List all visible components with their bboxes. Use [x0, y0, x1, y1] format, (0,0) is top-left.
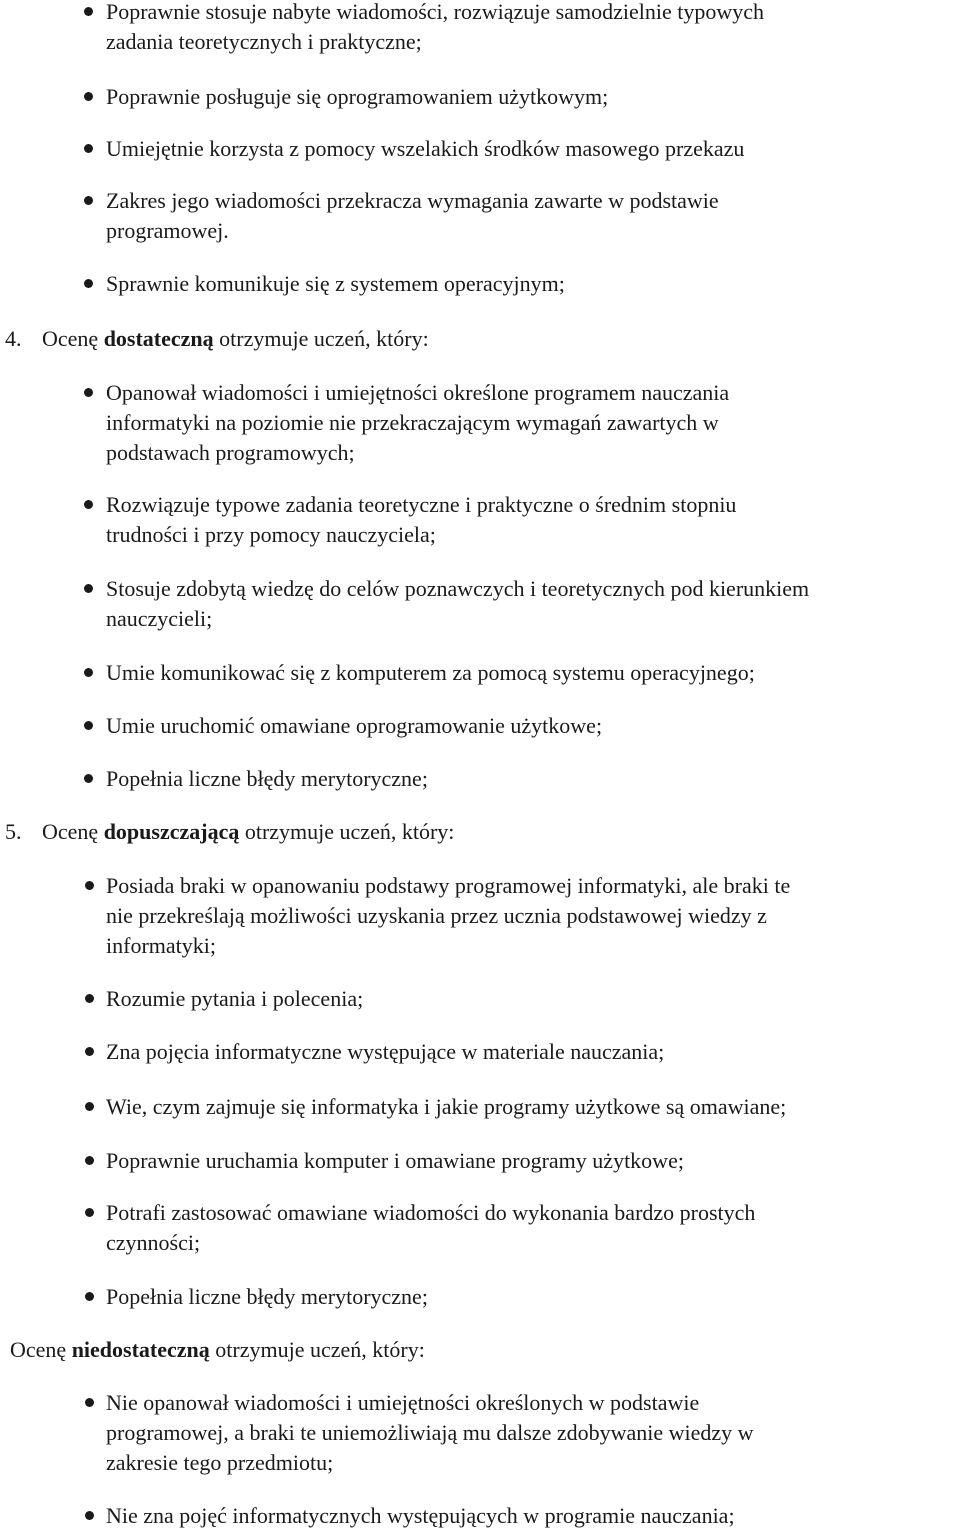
heading-prefix: Ocenę — [42, 326, 104, 351]
bullet-icon — [84, 721, 93, 730]
bullet-icon — [84, 500, 93, 509]
text-line: Zakres jego wiadomości przekracza wymagania zawarte w podstawie — [106, 188, 719, 213]
text-line: Stosuje zdobytą wiedzę do celów poznawczych i teoretycznych pod kierunkiem — [106, 576, 810, 601]
bullet-icon — [84, 7, 93, 16]
list-item-text — [106, 574, 809, 634]
text-line: nauczycieli; — [106, 606, 213, 631]
text-line: programowej, a braki te uniemożliwiają mu dalsze zdobywanie wiedzy w — [106, 1420, 754, 1445]
list-item-text — [106, 1388, 754, 1478]
text-line: czynności; — [106, 1230, 201, 1255]
text-line: Zna pojęcia informatyczne występujące w materiale nauczania; — [106, 1039, 665, 1064]
bullet-icon — [85, 881, 94, 890]
bullet-icon — [84, 92, 93, 101]
grade-name: niedostateczną — [71, 1337, 210, 1362]
text-line: informatyki na poziomie nie przekraczającym wymagań zawartych w — [106, 410, 719, 435]
list-item-text — [106, 871, 790, 961]
list-item-text — [106, 490, 736, 550]
bullet-icon — [85, 1047, 94, 1056]
list-item-text — [106, 269, 565, 299]
text-line: trudności i przy pomocy nauczyciela; — [106, 522, 436, 547]
section-number: 5. — [5, 819, 22, 844]
grade-name: dostateczną — [103, 326, 214, 351]
list-item-text — [106, 1501, 735, 1531]
bullet-icon — [84, 279, 93, 288]
text-line: zadania teoretycznych i praktyczne; — [106, 29, 422, 54]
bullet-icon — [85, 1398, 94, 1407]
text-line: Poprawnie uruchamia komputer i omawiane programy użytkowe; — [106, 1148, 684, 1173]
text-line: zakresie tego przedmiotu; — [106, 1450, 334, 1475]
bullet-icon — [85, 1511, 94, 1520]
bullet-icon — [85, 994, 94, 1003]
list-item-text — [106, 1092, 786, 1122]
list-item-text — [106, 1146, 684, 1176]
list-item-text — [106, 711, 602, 741]
bullet-icon — [85, 1208, 94, 1217]
text-line: Rozwiązuje typowe zadania teoretyczne i praktyczne o średnim stopniu — [106, 492, 737, 517]
grade-name: dopuszczającą — [103, 819, 240, 844]
bullet-icon — [85, 1292, 94, 1301]
text-line: Umiejętnie korzysta z pomocy wszelakich środków masowego przekazu — [106, 136, 745, 161]
bullet-icon — [84, 196, 93, 205]
heading-prefix: Ocenę — [10, 1337, 72, 1362]
text-line: Umie komunikować się z komputerem za pomocą systemu operacyjnego; — [106, 660, 755, 685]
section-heading — [10, 1335, 425, 1365]
list-item-text — [106, 378, 729, 468]
text-line: Opanował wiadomości i umiejętności określone programem nauczania — [106, 380, 730, 405]
heading-prefix: Ocenę — [42, 819, 104, 844]
text-line: podstawach programowych; — [106, 440, 355, 465]
text-line: Posiada braki w opanowaniu podstawy programowej informatyki, ale braki te — [106, 873, 791, 898]
text-line: Poprawnie posługuje się oprogramowaniem użytkowym; — [106, 84, 609, 109]
text-line: Nie opanował wiadomości i umiejętności określonych w podstawie — [106, 1390, 700, 1415]
text-line: informatyki; — [106, 933, 216, 958]
text-line: Nie zna pojęć informatycznych występujących w programie nauczania; — [106, 1503, 735, 1528]
list-item-text — [106, 186, 719, 246]
list-item-text — [106, 0, 764, 57]
text-line: programowej. — [106, 218, 229, 243]
section-heading — [5, 817, 454, 847]
bullet-icon — [85, 1156, 94, 1165]
bullet-icon — [84, 388, 93, 397]
bullet-icon — [85, 1102, 94, 1111]
section-heading — [5, 324, 429, 354]
heading-suffix: otrzymuje uczeń, który: — [239, 819, 455, 844]
text-line: Potrafi zastosować omawiane wiadomości do wykonania bardzo prostych — [106, 1200, 756, 1225]
text-line: Sprawnie komunikuje się z systemem operacyjnym; — [106, 271, 565, 296]
text-line: Wie, czym zajmuje się informatyka i jakie programy użytkowe są omawiane; — [106, 1094, 787, 1119]
list-item-text — [106, 764, 428, 794]
bullet-icon — [84, 144, 93, 153]
list-item-text — [106, 1282, 428, 1312]
text-line: nie przekreślają możliwości uzyskania przez ucznia podstawowej wiedzy z — [106, 903, 767, 928]
bullet-icon — [84, 774, 93, 783]
text-line: Popełnia liczne błędy merytoryczne; — [106, 1284, 428, 1309]
heading-suffix: otrzymuje uczeń, który: — [213, 326, 429, 351]
bullet-icon — [84, 668, 93, 677]
list-item-text — [106, 658, 755, 688]
list-item-text — [106, 134, 744, 164]
list-item-text — [106, 984, 363, 1014]
text-line: Popełnia liczne błędy merytoryczne; — [106, 766, 428, 791]
section-number: 4. — [5, 326, 22, 351]
list-item-text — [106, 1037, 664, 1067]
text-line: Umie uruchomić omawiane oprogramowanie użytkowe; — [106, 713, 603, 738]
list-item-text — [106, 1198, 755, 1258]
list-item-text — [106, 82, 608, 112]
text-line: Poprawnie stosuje nabyte wiadomości, rozwiązuje samodzielnie typowych — [106, 0, 764, 24]
text-line: Rozumie pytania i polecenia; — [106, 986, 364, 1011]
bullet-icon — [84, 584, 93, 593]
heading-suffix: otrzymuje uczeń, który: — [209, 1337, 425, 1362]
